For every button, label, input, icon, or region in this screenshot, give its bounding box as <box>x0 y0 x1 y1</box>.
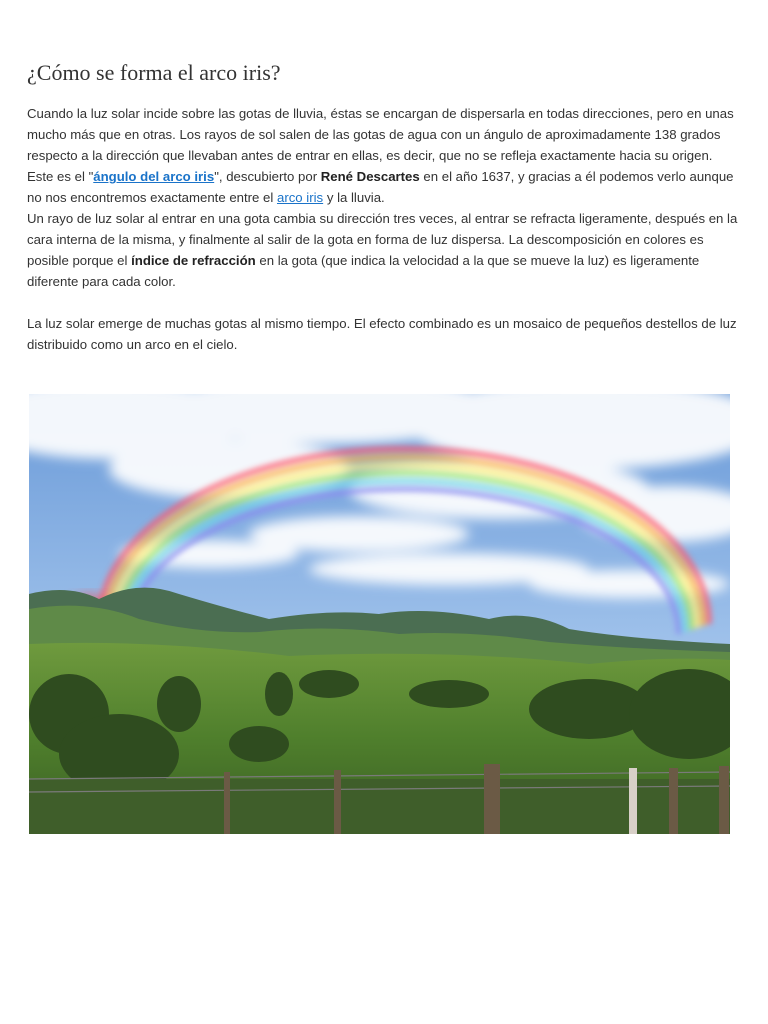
descartes-name: René Descartes <box>320 169 420 184</box>
paragraph-2 <box>27 208 741 292</box>
paragraph-1-text-d: y la lluvia. <box>323 190 385 205</box>
rainbow-landscape-illustration <box>29 394 730 834</box>
paragraph-1-text-b: ", descubierto por <box>214 169 321 184</box>
article-body <box>27 103 741 355</box>
paragraph-1 <box>27 103 741 208</box>
paragraph-3: La luz solar emerge de muchas gotas al mismo tiempo. El efecto combinado es un mosaico de pequeños destellos de luz distribuido como un arco en el cielo. <box>27 316 737 352</box>
rainbow-landscape-photo <box>29 394 730 834</box>
refraction-index-term: índice de refracción <box>131 253 256 268</box>
paragraph-1-text-c: en el año 1637, y gracias a él podemos verlo aunque no nos encontremos exactamente entre el <box>27 169 734 205</box>
rainbow-link[interactable]: arco iris <box>276 190 324 205</box>
paragraph-1-text-a: Cuando la luz solar incide sobre las gotas de lluvia, éstas se encargan de dispersarla en todas direcciones, pero en unas mucho más que en otras. Los rayos de sol salen de las gotas de agua con un ángulo de aproximadamente 138 grados respecto a la dirección que llevaban antes de entrar en ellas, es decir, que no se refleja exactamente hacia su origen. Este es el " <box>27 106 734 184</box>
page-title: ¿Cómo se forma el arco iris? <box>27 60 281 85</box>
rainbow-angle-link[interactable]: ángulo del arco iris <box>93 169 215 184</box>
paragraph-2-text-b: en la gota (que indica la velocidad a la que se mueve la luz) es ligeramente diferente para cada color. <box>27 253 700 289</box>
paragraph-2-text-a: Un rayo de luz solar al entrar en una gota cambia su dirección tres veces, al entrar se refracta ligeramente, después en la cara interna de la misma, y finalmente al salir de la gota en forma de luz dispersa. La descomposición en colores es posible porque el <box>27 211 738 268</box>
